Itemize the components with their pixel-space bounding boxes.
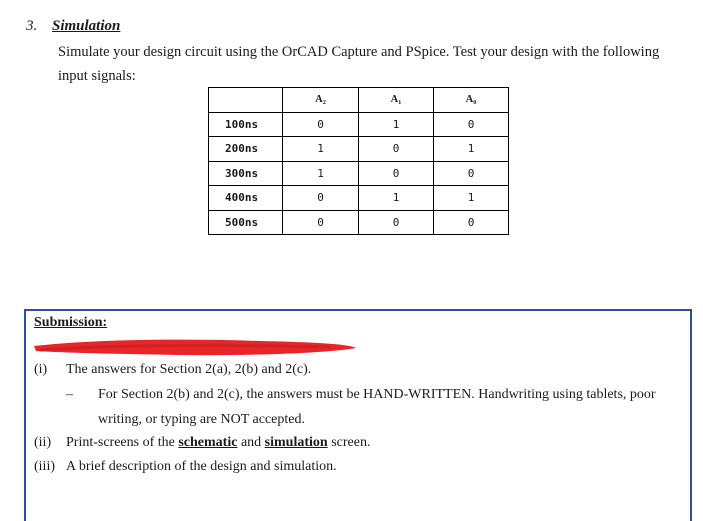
header-cell-a1: A₁ (359, 88, 434, 113)
input-signal-table (208, 87, 509, 235)
table-row (209, 137, 509, 162)
a0-cell: 0 (434, 161, 509, 186)
a2-cell: 0 (283, 186, 359, 211)
item-2-text (66, 435, 370, 451)
time-cell: 100ns (209, 112, 283, 137)
table-row (209, 210, 509, 235)
table-row (209, 112, 509, 137)
a0-cell: 0 (434, 210, 509, 235)
time-cell: 400ns (209, 186, 283, 211)
a1-cell: 0 (359, 137, 434, 162)
a0-cell: 1 (434, 137, 509, 162)
time-cell: 200ns (209, 137, 283, 162)
redaction-mark (30, 334, 360, 360)
header-cell-a2: A₂ (283, 88, 359, 113)
submission-label: Submission: (34, 315, 108, 330)
a1-cell: 0 (359, 210, 434, 235)
item-3-text: A brief description of the design and simulation. (66, 459, 337, 474)
item-1-number: (i) (34, 362, 48, 377)
a1-cell: 0 (359, 161, 434, 186)
header-cell-time (209, 88, 283, 113)
a2-cell: 0 (283, 210, 359, 235)
table-row (209, 161, 509, 186)
item-2-post: screen. (327, 435, 371, 450)
a0-cell: 1 (434, 186, 509, 211)
item-2-number: (ii) (34, 435, 52, 450)
a1-cell: 1 (359, 186, 434, 211)
item-2-mid: and (237, 435, 265, 450)
intro-line-1: Simulate your design circuit using the OrCAD Capture and PSpice. Test your design with the following (58, 44, 660, 60)
item-1-text: The answers for Section 2(a), 2(b) and 2(c). (66, 362, 312, 377)
time-cell: 500ns (209, 210, 283, 235)
item-3-number: (iii) (34, 459, 55, 474)
sub-item-line-2: writing, or typing are NOT accepted. (98, 412, 305, 427)
section-title: Simulation (52, 18, 121, 34)
item-2-pre: Print-screens of the (66, 435, 179, 450)
item-2-schematic: schematic (178, 435, 238, 450)
section-number: 3. (26, 18, 38, 34)
a1-cell: 1 (359, 112, 434, 137)
a2-cell: 1 (283, 161, 359, 186)
item-2-simulation: simulation (264, 435, 328, 450)
intro-line-2: input signals: (58, 68, 136, 84)
sub-item-dash: – (66, 387, 73, 402)
table-header-row (209, 88, 509, 113)
table-row (209, 186, 509, 211)
header-cell-a0: A₀ (434, 88, 509, 113)
a2-cell: 0 (283, 112, 359, 137)
time-cell: 300ns (209, 161, 283, 186)
sub-item-line-1: For Section 2(b) and 2(c), the answers must be HAND-WRITTEN. Handwriting using tablets, poor (98, 387, 656, 402)
a0-cell: 0 (434, 112, 509, 137)
a2-cell: 1 (283, 137, 359, 162)
